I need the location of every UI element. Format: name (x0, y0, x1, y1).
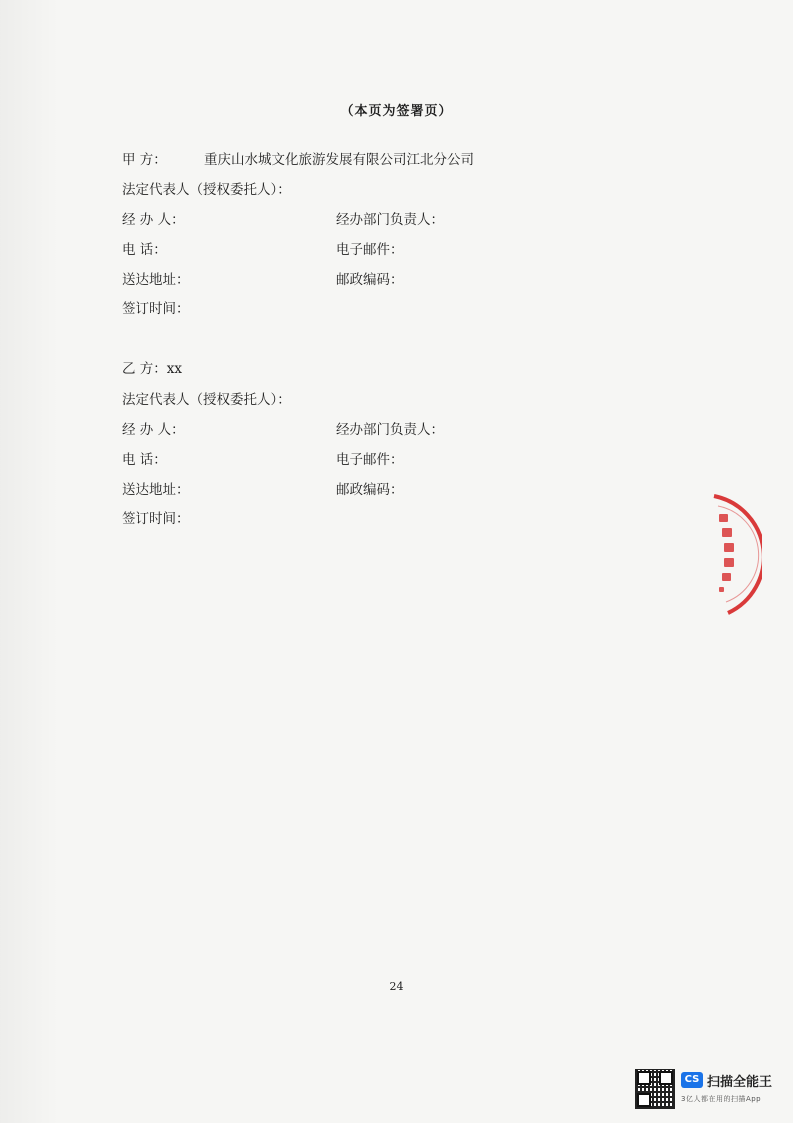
scanner-tagline: 3亿人都在用的扫描App (681, 1095, 762, 1103)
scanner-watermark (635, 1069, 785, 1109)
party-b-legal-rep: 法定代表人（授权委托人）： (122, 392, 291, 408)
page-title: （本页为签署页） (340, 104, 453, 119)
party-b-handler: 经 办 人： (122, 422, 185, 438)
party-b-label: 乙 方： (122, 361, 167, 377)
qr-code-icon (635, 1069, 675, 1109)
party-a-legal-rep: 法定代表人（授权委托人）： (122, 182, 291, 198)
party-a-phone: 电 话： (122, 242, 167, 258)
scanner-app-name: 扫描全能王 (707, 1075, 773, 1090)
party-b-postcode: 邮政编码： (336, 482, 404, 498)
party-a-handler: 经 办 人： (122, 212, 185, 228)
party-b-name: xx (166, 361, 183, 377)
party-a-email: 电子邮件： (336, 242, 404, 258)
party-a-name: 重庆山水城文化旅游发展有限公司江北分公司 (204, 152, 474, 168)
party-b-row (122, 357, 182, 377)
party-a-sign-time: 签订时间： (122, 301, 190, 317)
party-b-address: 送达地址： (122, 482, 190, 498)
party-a-row (122, 148, 474, 168)
party-a-address: 送达地址： (122, 272, 190, 288)
company-seal-icon (692, 492, 762, 617)
party-b-phone: 电 话： (122, 452, 167, 468)
party-a-label: 甲 方： (122, 152, 167, 168)
party-b-sign-time: 签订时间： (122, 511, 190, 527)
cs-logo-icon: CS (681, 1072, 703, 1088)
party-b-dept-head: 经办部门负责人： (336, 422, 444, 438)
page-number: 24 (389, 980, 404, 993)
party-a-postcode: 邮政编码： (336, 272, 404, 288)
party-a-dept-head: 经办部门负责人： (336, 212, 444, 228)
party-b-email: 电子邮件： (336, 452, 404, 468)
